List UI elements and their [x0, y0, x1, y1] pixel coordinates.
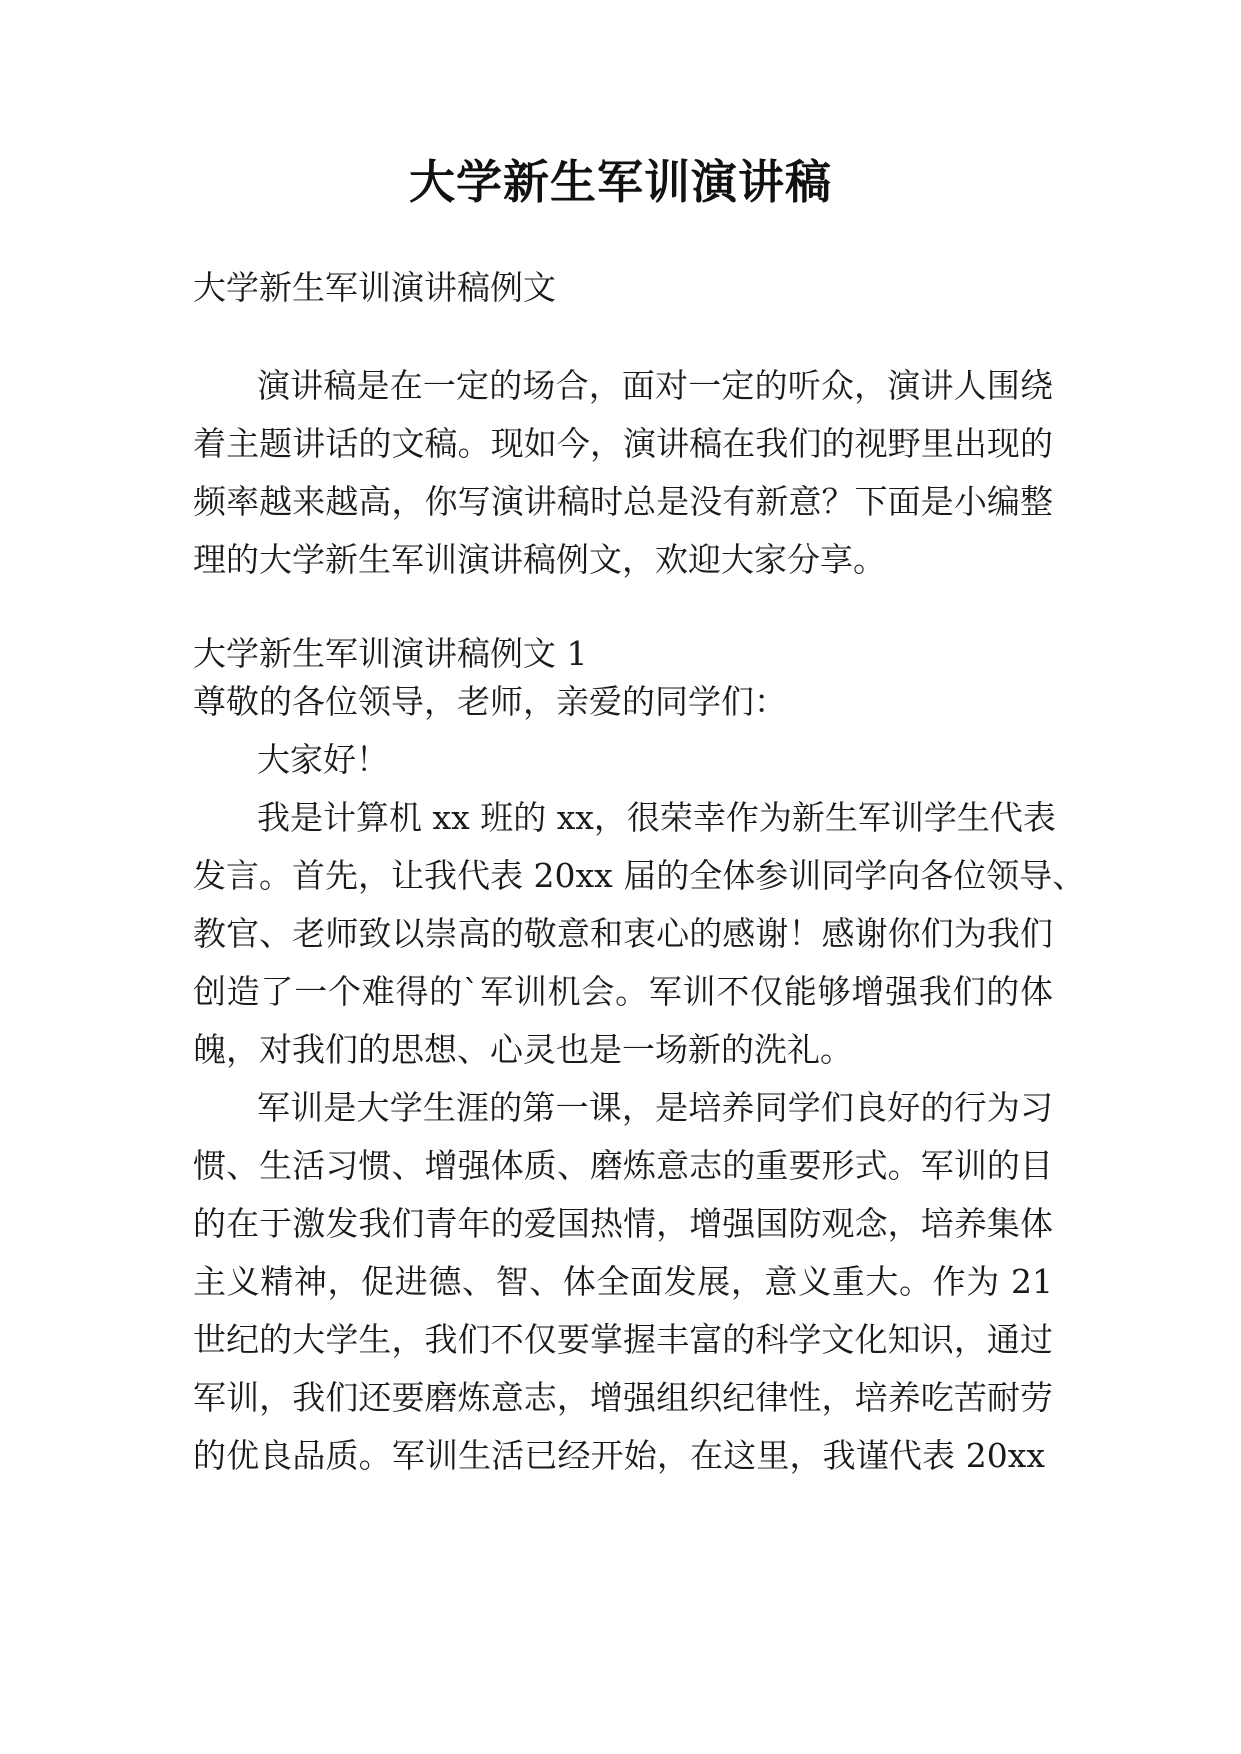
paragraph-line: 着主题讲话的文稿。现如今，演讲稿在我们的视野里出现的 — [193, 424, 1053, 463]
paragraph-line: 发言。首先，让我代表 20xx 届的全体参训同学向各位领导、 — [193, 856, 1086, 895]
paragraph-line: 理的大学新生军训演讲稿例文，欢迎大家分享。 — [193, 540, 886, 579]
paragraph-line: 我是计算机 xx 班的 xx，很荣幸作为新生军训学生代表 — [257, 798, 1056, 837]
paragraph-line: 创造了一个难得的`军训机会。军训不仅能够增强我们的体 — [193, 972, 1053, 1011]
salutation-line: 尊敬的各位领导，老师，亲爱的同学们： — [193, 682, 787, 721]
paragraph-line: 演讲稿是在一定的场合，面对一定的听众，演讲人围绕 — [257, 366, 1053, 405]
paragraph-line: 主义精神，促进德、智、体全面发展，意义重大。作为 21 — [193, 1262, 1053, 1301]
section-heading: 大学新生军训演讲稿例文 1 — [193, 634, 588, 673]
paragraph-line: 军训是大学生涯的第一课，是培养同学们良好的行为习 — [257, 1088, 1053, 1127]
paragraph-line: 世纪的大学生，我们不仅要掌握丰富的科学文化知识，通过 — [193, 1320, 1053, 1359]
paragraph-line: 频率越来越高，你写演讲稿时总是没有新意？下面是小编整 — [193, 482, 1053, 521]
document-title: 大学新生军训演讲稿 — [409, 155, 832, 209]
paragraph-line: 惯、生活习惯、增强体质、磨炼意志的重要形式。军训的目 — [193, 1146, 1053, 1185]
paragraph-line: 的在于激发我们青年的爱国热情，增强国防观念，培养集体 — [193, 1204, 1053, 1243]
subtitle-line: 大学新生军训演讲稿例文 — [193, 268, 556, 307]
paragraph-line: 魄，对我们的思想、心灵也是一场新的洗礼。 — [193, 1030, 853, 1069]
paragraph-line: 教官、老师致以崇高的敬意和衷心的感谢！感谢你们为我们 — [193, 914, 1053, 953]
greeting-line: 大家好！ — [257, 740, 389, 779]
paragraph-line: 的优良品质。军训生活已经开始，在这里，我谨代表 20xx — [193, 1436, 1045, 1475]
paragraph-line: 军训，我们还要磨炼意志，增强组织纪律性，培养吃苦耐劳 — [193, 1378, 1053, 1417]
